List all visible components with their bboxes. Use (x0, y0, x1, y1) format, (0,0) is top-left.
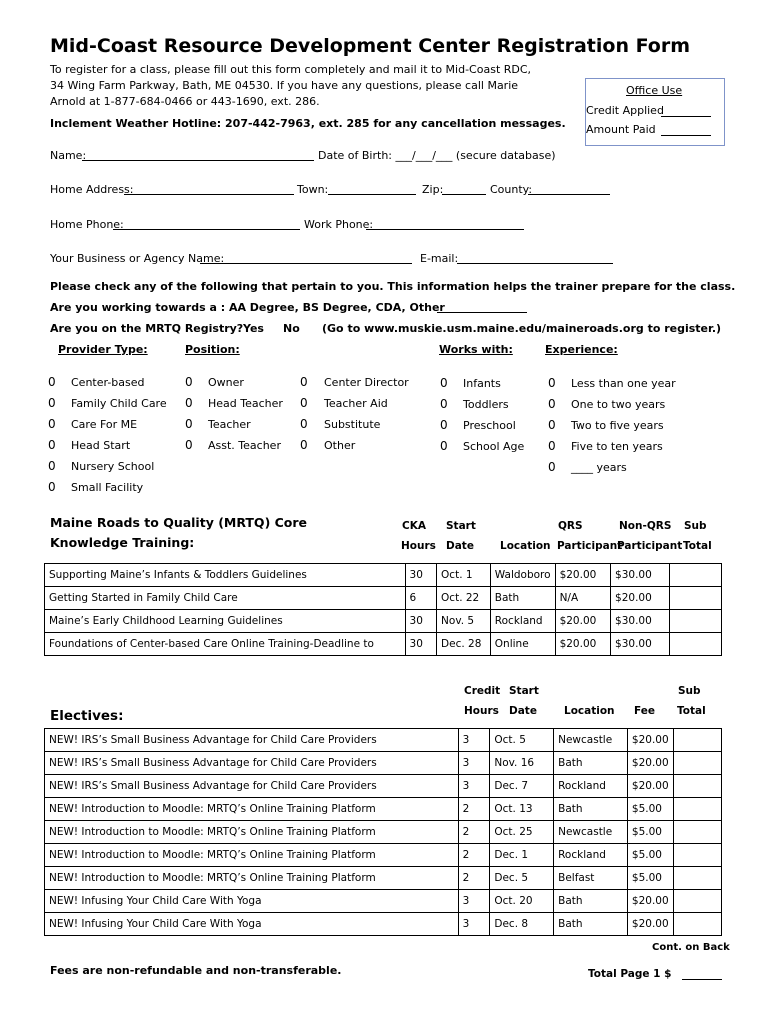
works-with-option-checkbox[interactable]: 0 (440, 418, 448, 432)
works-with-option-checkbox[interactable]: 0 (440, 397, 448, 411)
work-phone-label: Work Phone: (304, 218, 374, 231)
provider-option-label: Head Start (71, 439, 131, 452)
el-date-header: Date (509, 705, 537, 717)
provider-option-label: Nursery School (71, 460, 155, 473)
elective-cell-hours: 2 (458, 798, 490, 821)
core-cell-date: Oct. 22 (437, 587, 491, 610)
elective-cell-date: Nov. 16 (490, 752, 554, 775)
works-with-option-label: School Age (463, 440, 525, 453)
position-option-label: Asst. Teacher (208, 439, 281, 452)
core-sub-header: Sub (684, 520, 707, 532)
registry-yes[interactable]: Yes (243, 322, 264, 335)
el-credit-header: Credit (464, 685, 501, 697)
elective-table-row (45, 867, 722, 890)
elective-cell-name: NEW! Introduction to Moodle: MRTQ’s Online Training Platform (45, 867, 459, 890)
elective-cell-date: Dec. 8 (490, 913, 554, 936)
position-option-label: Center Director (324, 376, 409, 389)
core-cka-header: CKA (402, 520, 426, 532)
elective-cell-name: NEW! Infusing Your Child Care With Yoga (45, 913, 459, 936)
home-phone-label: Home Phone: (50, 218, 124, 231)
provider-option-checkbox[interactable]: 0 (48, 438, 56, 452)
position-option-label: Owner (208, 376, 244, 389)
el-sub-header: Sub (678, 685, 701, 697)
position-option-label: Teacher (208, 418, 251, 431)
experience-option-label: Two to five years (571, 419, 664, 432)
provider-option-label: Center-based (71, 376, 145, 389)
elective-cell-fee: $20.00 (627, 890, 673, 913)
intro-line-1: To register for a class, please fill out this form completely and mail it to Mid-Coast RDC, (50, 63, 532, 76)
core-cell-sub[interactable] (670, 610, 722, 633)
core-cell-date: Dec. 28 (437, 633, 491, 656)
registry-no[interactable]: No (283, 322, 300, 335)
dob-label: Date of Birth: ___/___/___ (secure database) (318, 149, 556, 162)
elective-table-row (45, 798, 722, 821)
el-total-header: Total (677, 705, 706, 717)
amount-paid-line[interactable] (661, 125, 711, 136)
experience-option-checkbox[interactable]: 0 (548, 418, 556, 432)
elective-cell-date: Dec. 5 (490, 867, 554, 890)
elective-cell-sub[interactable] (673, 890, 721, 913)
elective-cell-hours: 3 (458, 890, 490, 913)
core-cell-location: Bath (490, 587, 555, 610)
provider-option-checkbox[interactable]: 0 (48, 417, 56, 431)
elective-cell-hours: 2 (458, 821, 490, 844)
elective-cell-date: Oct. 25 (490, 821, 554, 844)
core-cell-nonqrs: $30.00 (611, 633, 670, 656)
provider-option-checkbox[interactable]: 0 (48, 459, 56, 473)
elective-cell-fee: $5.00 (627, 798, 673, 821)
elective-table-row (45, 844, 722, 867)
elective-cell-fee: $20.00 (627, 775, 673, 798)
position-option-checkbox[interactable]: 0 (300, 438, 308, 452)
elective-cell-location: Bath (554, 913, 628, 936)
office-use-title: Office Use (626, 84, 683, 97)
works-with-option-checkbox[interactable]: 0 (440, 439, 448, 453)
degree-question: Are you working towards a : AA Degree, BS Degree, CDA, Other (50, 301, 445, 314)
core-cell-hours: 30 (405, 633, 437, 656)
core-cell-date: Nov. 5 (437, 610, 491, 633)
elective-cell-hours: 2 (458, 844, 490, 867)
elective-table-row (45, 752, 722, 775)
page-title: Mid-Coast Resource Development Center Registration Form (50, 35, 691, 57)
elective-cell-sub[interactable] (673, 775, 721, 798)
registry-question: Are you on the MRTQ Registry? (50, 322, 244, 335)
core-cell-nonqrs: $20.00 (611, 587, 670, 610)
office-use-box (585, 78, 725, 146)
position-option-checkbox[interactable]: 0 (185, 438, 193, 452)
core-cell-qrs: $20.00 (555, 610, 610, 633)
fees-note: Fees are non-refundable and non-transferable. (50, 964, 342, 977)
address-input[interactable] (124, 184, 294, 195)
works-with-option-label: Preschool (463, 419, 516, 432)
elective-cell-sub[interactable] (673, 752, 721, 775)
home-phone-input[interactable] (113, 219, 300, 230)
core-table (44, 563, 722, 656)
elective-cell-name: NEW! IRS’s Small Business Advantage for Child Care Providers (45, 775, 459, 798)
core-total-header: Total (683, 540, 712, 552)
core-cell-date: Oct. 1 (437, 564, 491, 587)
elective-cell-date: Oct. 20 (490, 890, 554, 913)
business-label: Your Business or Agency Name: (50, 252, 225, 265)
core-cell-qrs: $20.00 (555, 564, 610, 587)
core-qrs-participant-header: Participant (557, 540, 623, 552)
elective-cell-location: Bath (554, 890, 628, 913)
intro-line-2: 34 Wing Farm Parkway, Bath, ME 04530. If you have any questions, please call Marie (50, 79, 519, 92)
core-date-header: Date (446, 540, 474, 552)
elective-cell-hours: 3 (458, 752, 490, 775)
works-with-option-label: Infants (463, 377, 501, 390)
elective-cell-name: NEW! IRS’s Small Business Advantage for Child Care Providers (45, 729, 459, 752)
provider-option-label: Care For ME (71, 418, 138, 431)
elective-cell-hours: 2 (458, 867, 490, 890)
provider-type-header: Provider Type: (58, 343, 148, 356)
experience-option-label: Five to ten years (571, 440, 663, 453)
elective-cell-location: Rockland (554, 844, 628, 867)
name-input[interactable] (82, 150, 314, 161)
total-page-input[interactable] (682, 969, 722, 980)
elective-table-row (45, 821, 722, 844)
intro-line-3: Arnold at 1-877-684-0466 or 443-1690, ext. 286. (50, 95, 320, 108)
position-option-label: Head Teacher (208, 397, 283, 410)
position-option-label: Other (324, 439, 356, 452)
provider-option-label: Family Child Care (71, 397, 167, 410)
elective-cell-date: Dec. 7 (490, 775, 554, 798)
electives-table (44, 728, 722, 936)
core-qrs-header: QRS (558, 520, 583, 532)
elective-cell-location: Newcastle (554, 729, 628, 752)
county-label: County: (490, 183, 533, 196)
elective-cell-sub[interactable] (673, 867, 721, 890)
work-phone-input[interactable] (366, 219, 524, 230)
elective-cell-fee: $20.00 (627, 729, 673, 752)
elective-cell-fee: $20.00 (627, 752, 673, 775)
zip-input[interactable] (442, 184, 486, 195)
elective-cell-location: Bath (554, 752, 628, 775)
county-input[interactable] (528, 184, 610, 195)
amount-paid-label: Amount Paid (586, 123, 656, 136)
hotline-text: Inclement Weather Hotline: 207-442-7963, ext. 285 for any cancellation messages. (50, 117, 566, 130)
core-location-header: Location (500, 540, 551, 552)
elective-cell-location: Belfast (554, 867, 628, 890)
elective-cell-sub[interactable] (673, 798, 721, 821)
core-cell-name: Supporting Maine’s Infants & Toddlers Guidelines (45, 564, 406, 587)
elective-cell-sub[interactable] (673, 729, 721, 752)
provider-option-checkbox[interactable]: 0 (48, 480, 56, 494)
el-location-header: Location (564, 705, 615, 717)
elective-cell-hours: 3 (458, 913, 490, 936)
elective-cell-fee: $20.00 (627, 913, 673, 936)
core-cell-sub[interactable] (670, 633, 722, 656)
total-page-label: Total Page 1 $ (588, 968, 672, 980)
core-cell-hours: 30 (405, 564, 437, 587)
town-label: Town: (297, 183, 329, 196)
degree-other-input[interactable] (437, 302, 527, 313)
core-cell-hours: 6 (405, 587, 437, 610)
address-label: Home Address: (50, 183, 134, 196)
credit-applied-label: Credit Applied (586, 104, 664, 117)
email-label: E-mail: (420, 252, 459, 265)
el-start-header: Start (509, 685, 539, 697)
core-cell-location: Rockland (490, 610, 555, 633)
elective-cell-sub[interactable] (673, 913, 721, 936)
position-header: Position: (185, 343, 240, 356)
works-with-option-label: Toddlers (463, 398, 509, 411)
core-title-1: Maine Roads to Quality (MRTQ) Core (50, 515, 308, 530)
works-with-header: Works with: (439, 343, 513, 356)
provider-option-checkbox[interactable]: 0 (48, 396, 56, 410)
elective-cell-name: NEW! Introduction to Moodle: MRTQ’s Online Training Platform (45, 821, 459, 844)
core-table-row (45, 610, 722, 633)
elective-cell-name: NEW! Introduction to Moodle: MRTQ’s Online Training Platform (45, 798, 459, 821)
town-input[interactable] (328, 184, 416, 195)
position-option-checkbox[interactable]: 0 (185, 417, 193, 431)
experience-option-label: ____ years (571, 461, 627, 474)
name-label: Name: (50, 149, 87, 162)
elective-cell-name: NEW! Infusing Your Child Care With Yoga (45, 890, 459, 913)
core-table-row (45, 564, 722, 587)
position-option-checkbox[interactable]: 0 (185, 396, 193, 410)
experience-option-checkbox[interactable]: 0 (548, 439, 556, 453)
elective-cell-date: Oct. 13 (490, 798, 554, 821)
position-option-checkbox[interactable]: 0 (300, 417, 308, 431)
el-hours-header: Hours (464, 705, 499, 717)
core-nonqrs-header: Non-QRS (619, 520, 672, 532)
elective-cell-fee: $5.00 (627, 844, 673, 867)
core-cell-qrs: N/A (555, 587, 610, 610)
core-cell-nonqrs: $30.00 (611, 610, 670, 633)
check-intro: Please check any of the following that pertain to you. This information helps the trainer prepare for the class. (50, 280, 736, 293)
elective-cell-location: Bath (554, 798, 628, 821)
core-cell-name: Foundations of Center-based Care Online Training-Deadline to (45, 633, 406, 656)
core-cell-hours: 30 (405, 610, 437, 633)
el-fee-header: Fee (634, 705, 655, 717)
elective-cell-name: NEW! Introduction to Moodle: MRTQ’s Online Training Platform (45, 844, 459, 867)
core-cell-name: Getting Started in Family Child Care (45, 587, 406, 610)
registry-note: (Go to www.muskie.usm.maine.edu/maineroads.org to register.) (322, 322, 722, 335)
elective-table-row (45, 729, 722, 752)
electives-title: Electives: (50, 708, 124, 724)
core-cell-qrs: $20.00 (555, 633, 610, 656)
elective-table-row (45, 775, 722, 798)
elective-cell-fee: $5.00 (627, 867, 673, 890)
elective-cell-date: Dec. 1 (490, 844, 554, 867)
core-cell-sub[interactable] (670, 587, 722, 610)
elective-table-row (45, 913, 722, 936)
experience-option-checkbox[interactable]: 0 (548, 460, 556, 474)
elective-table-row (45, 890, 722, 913)
experience-option-checkbox[interactable]: 0 (548, 397, 556, 411)
core-start-header: Start (446, 520, 476, 532)
position-option-checkbox[interactable]: 0 (300, 375, 308, 389)
elective-cell-hours: 3 (458, 775, 490, 798)
continued-note: Cont. on Back (652, 942, 730, 953)
credit-applied-line[interactable] (661, 106, 711, 117)
core-cell-sub[interactable] (670, 564, 722, 587)
elective-cell-date: Oct. 5 (490, 729, 554, 752)
zip-label: Zip: (422, 183, 444, 196)
position-option-label: Teacher Aid (324, 397, 388, 410)
experience-option-label: One to two years (571, 398, 666, 411)
elective-cell-fee: $5.00 (627, 821, 673, 844)
experience-option-checkbox[interactable]: 0 (548, 376, 556, 390)
business-input[interactable] (200, 253, 412, 264)
core-table-row (45, 587, 722, 610)
elective-cell-location: Newcastle (554, 821, 628, 844)
elective-cell-sub[interactable] (673, 821, 721, 844)
core-hours-header: Hours (401, 540, 436, 552)
core-nonqrs-participant-header: Participant (617, 540, 683, 552)
core-cell-location: Waldoboro (490, 564, 555, 587)
core-title-2: Knowledge Training: (50, 535, 195, 550)
elective-cell-sub[interactable] (673, 844, 721, 867)
position-option-checkbox[interactable]: 0 (185, 375, 193, 389)
email-input[interactable] (457, 253, 613, 264)
core-cell-name: Maine’s Early Childhood Learning Guidelines (45, 610, 406, 633)
elective-cell-location: Rockland (554, 775, 628, 798)
position-option-label: Substitute (324, 418, 381, 431)
experience-header: Experience: (545, 343, 618, 356)
core-cell-location: Online (490, 633, 555, 656)
provider-option-label: Small Facility (71, 481, 144, 494)
elective-cell-name: NEW! IRS’s Small Business Advantage for Child Care Providers (45, 752, 459, 775)
core-table-row (45, 633, 722, 656)
core-cell-nonqrs: $30.00 (611, 564, 670, 587)
provider-option-checkbox[interactable]: 0 (48, 375, 56, 389)
position-option-checkbox[interactable]: 0 (300, 396, 308, 410)
elective-cell-hours: 3 (458, 729, 490, 752)
works-with-option-checkbox[interactable]: 0 (440, 376, 448, 390)
experience-option-label: Less than one year (571, 377, 676, 390)
